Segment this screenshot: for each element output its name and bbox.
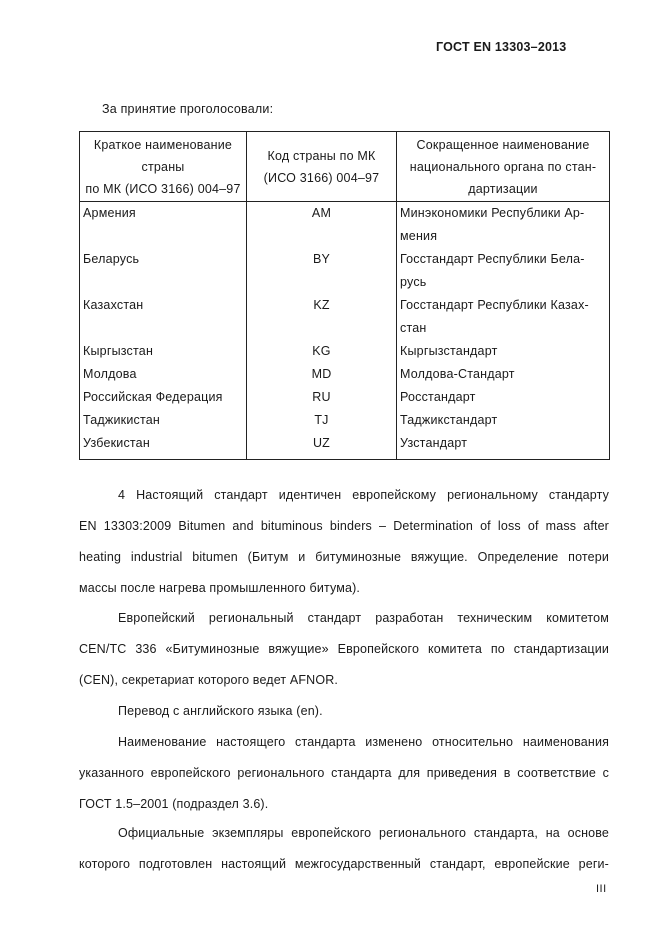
document-code: ГОСТ EN 13303–2013 bbox=[436, 40, 567, 54]
page-number: III bbox=[596, 883, 607, 895]
table-row bbox=[80, 248, 610, 294]
body-cell: Молдова-Стандарт bbox=[397, 363, 610, 386]
paragraph-title-change: Наименование настоящего стандарта изменено относительно наименования указанного европейского регионального стандарта для приведения в соответствие с ГОСТ 1.5–2001 (подраздел 3.6). bbox=[79, 735, 609, 811]
table-header-row bbox=[80, 132, 610, 202]
country-cell: Молдова bbox=[80, 363, 247, 386]
voting-table bbox=[79, 131, 610, 460]
header-country-name: Краткое наименование страны по МК (ИСО 3166) 004–97 bbox=[80, 132, 247, 202]
body-cell: Кыргызстандарт bbox=[397, 340, 610, 363]
code-cell: RU bbox=[247, 386, 397, 409]
code-cell: KG bbox=[247, 340, 397, 363]
table-row bbox=[80, 363, 610, 386]
header-country-code: Код страны по МК (ИСО 3166) 004–97 bbox=[247, 132, 397, 202]
body-cell: Таджикстандарт bbox=[397, 409, 610, 432]
country-cell: Российская Федерация bbox=[80, 386, 247, 409]
code-cell: TJ bbox=[247, 409, 397, 432]
body-cell: Узстандарт bbox=[397, 432, 610, 460]
country-cell: Кыргызстан bbox=[80, 340, 247, 363]
header-national-body: Сокращенное наименование национального органа по стан- дартизации bbox=[397, 132, 610, 202]
paragraph-official-copies: Официальные экземпляры европейского регионального стандарта, на основе которого подготовлен настоящий межгосударственный стандарт, европейские реги- bbox=[79, 826, 609, 871]
paragraph-developer: Европейский региональный стандарт разработан техническим комитетом CEN/TC 336 «Битуминозные вяжущие» Европейского комитета по стандартизации (CEN), секретариат которого ведет AFNOR. bbox=[79, 611, 609, 687]
country-cell: Армения bbox=[80, 202, 247, 249]
table-row bbox=[80, 432, 610, 460]
table-row bbox=[80, 386, 610, 409]
country-cell: Таджикистан bbox=[80, 409, 247, 432]
table-row bbox=[80, 202, 610, 249]
code-cell: MD bbox=[247, 363, 397, 386]
table-row bbox=[80, 340, 610, 363]
body-cell: Госстандарт Республики Бела- русь bbox=[397, 248, 610, 294]
country-cell: Казахстан bbox=[80, 294, 247, 340]
code-cell: UZ bbox=[247, 432, 397, 460]
body-cell: Минэкономики Республики Ар- мения bbox=[397, 202, 610, 249]
body-cell: Госстандарт Республики Казах- стан bbox=[397, 294, 610, 340]
paragraph-translation: Перевод с английского языка (en). bbox=[118, 704, 323, 718]
code-cell: AM bbox=[247, 202, 397, 249]
table-row bbox=[80, 409, 610, 432]
body-cell: Росстандарт bbox=[397, 386, 610, 409]
voting-intro: За принятие проголосовали: bbox=[102, 102, 274, 116]
code-cell: KZ bbox=[247, 294, 397, 340]
code-cell: BY bbox=[247, 248, 397, 294]
table-row bbox=[80, 294, 610, 340]
paragraph-identity: 4 Настоящий стандарт идентичен европейскому региональному стандарту EN 13303:2009 Bitumen and bituminous binders – Determination of loss of mass after heating industrial bitumen (Битум и битуминозные вяжущие. Определение потери массы после нагрева промышленного битума). bbox=[79, 488, 609, 595]
country-cell: Беларусь bbox=[80, 248, 247, 294]
country-cell: Узбекистан bbox=[80, 432, 247, 460]
